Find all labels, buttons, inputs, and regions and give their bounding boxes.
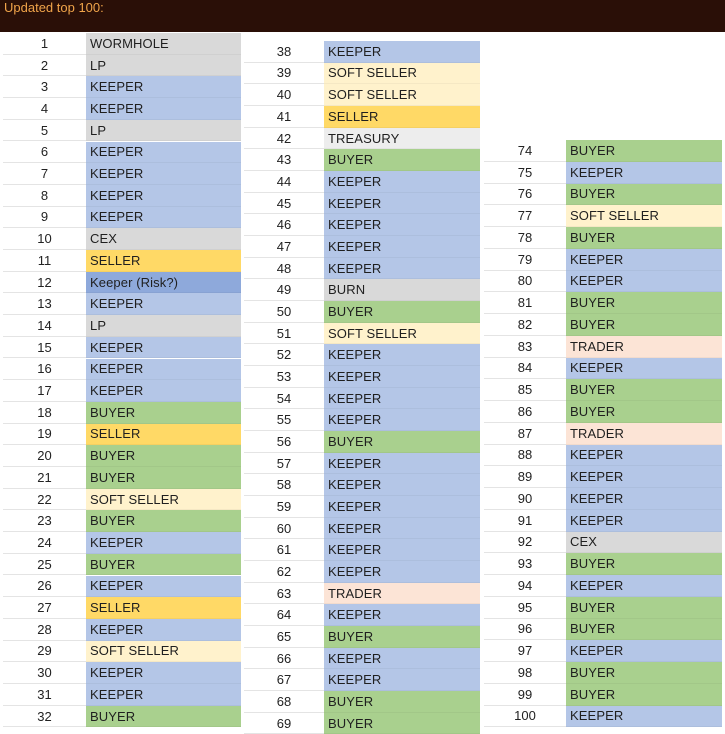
holders-table-74-100: [484, 140, 722, 727]
holder-row: [3, 489, 241, 511]
holder-category: BUYER: [324, 713, 480, 734]
holder-category: KEEPER: [86, 662, 241, 684]
holder-category: BUYER: [566, 401, 722, 423]
rank-number: 25: [3, 554, 86, 576]
holder-row: [244, 323, 480, 345]
rank-number: 39: [244, 63, 324, 85]
holder-category: SELLER: [86, 250, 241, 272]
rank-number: 2: [3, 55, 86, 77]
holder-row: [244, 366, 480, 388]
holder-row: [244, 691, 480, 713]
rank-number: 19: [3, 424, 86, 446]
holder-category: KEEPER: [566, 249, 722, 271]
holder-category: TREASURY: [324, 128, 480, 150]
holder-row: [244, 518, 480, 540]
holder-category: BUYER: [86, 402, 241, 424]
holder-category: BUYER: [566, 619, 722, 641]
rank-number: 31: [3, 684, 86, 706]
holder-row: [484, 227, 722, 249]
holder-category: KEEPER: [86, 380, 241, 402]
holder-category: KEEPER: [324, 214, 480, 236]
rank-number: 86: [484, 401, 566, 423]
holder-row: [3, 33, 241, 55]
holder-category: BUYER: [324, 431, 480, 453]
rank-number: 84: [484, 358, 566, 380]
holder-category: KEEPER: [324, 648, 480, 670]
holder-category: BUYER: [566, 684, 722, 706]
holder-row: [484, 532, 722, 554]
holder-category: KEEPER: [324, 409, 480, 431]
rank-number: 1: [3, 33, 86, 55]
holder-row: [3, 510, 241, 532]
holder-category: BUYER: [324, 691, 480, 713]
rank-number: 48: [244, 258, 324, 280]
rank-number: 16: [3, 359, 86, 381]
header-title: Updated top 100:: [4, 0, 104, 15]
rank-number: 75: [484, 162, 566, 184]
holder-row: [244, 583, 480, 605]
holder-category: KEEPER: [324, 366, 480, 388]
rank-number: 92: [484, 532, 566, 554]
holder-category: TRADER: [324, 583, 480, 605]
holder-row: [484, 292, 722, 314]
rank-number: 3: [3, 76, 86, 98]
holder-row: [3, 337, 241, 359]
holder-category: SOFT SELLER: [86, 489, 241, 511]
rank-number: 88: [484, 445, 566, 467]
holder-row: [244, 388, 480, 410]
rank-number: 61: [244, 539, 324, 561]
rank-number: 82: [484, 314, 566, 336]
rank-number: 6: [3, 142, 86, 164]
holder-row: [244, 214, 480, 236]
holder-row: [244, 626, 480, 648]
holder-category: KEEPER: [324, 669, 480, 691]
holder-row: [3, 597, 241, 619]
holder-category: SOFT SELLER: [324, 63, 480, 85]
holder-category: CEX: [86, 228, 241, 250]
holder-row: [244, 171, 480, 193]
holder-category: KEEPER: [566, 445, 722, 467]
holder-category: SELLER: [86, 597, 241, 619]
holder-row: [3, 207, 241, 229]
holder-row: [244, 301, 480, 323]
holder-category: LP: [86, 120, 241, 142]
holder-category: SELLER: [324, 106, 480, 128]
holder-row: [3, 662, 241, 684]
rank-number: 65: [244, 626, 324, 648]
rank-number: 13: [3, 293, 86, 315]
rank-number: 38: [244, 41, 324, 63]
holder-row: [244, 669, 480, 691]
rank-number: 24: [3, 532, 86, 554]
holder-row: [484, 162, 722, 184]
holder-category: SELLER: [86, 424, 241, 446]
holder-row: [3, 228, 241, 250]
rank-number: 8: [3, 185, 86, 207]
holder-row: [244, 258, 480, 280]
holder-row: [3, 424, 241, 446]
holder-row: [3, 402, 241, 424]
rank-number: 78: [484, 227, 566, 249]
holder-category: BURN: [324, 279, 480, 301]
holder-row: [484, 706, 722, 728]
holder-category: KEEPER: [566, 706, 722, 728]
holder-row: [3, 554, 241, 576]
holder-category: CEX: [566, 532, 722, 554]
rank-number: 46: [244, 214, 324, 236]
holder-category: SOFT SELLER: [324, 323, 480, 345]
holder-category: KEEPER: [324, 344, 480, 366]
holder-row: [484, 445, 722, 467]
holder-row: [3, 684, 241, 706]
holder-category: TRADER: [566, 336, 722, 358]
rank-number: 59: [244, 496, 324, 518]
holder-category: LP: [86, 55, 241, 77]
rank-number: 17: [3, 380, 86, 402]
holder-row: [484, 662, 722, 684]
rank-number: 43: [244, 149, 324, 171]
rank-number: 66: [244, 648, 324, 670]
holder-row: [244, 496, 480, 518]
holder-row: [484, 510, 722, 532]
holder-category: KEEPER: [86, 576, 241, 598]
rank-number: 69: [244, 713, 324, 734]
holder-row: [244, 431, 480, 453]
holder-row: [484, 619, 722, 641]
holder-row: [484, 575, 722, 597]
rank-number: 97: [484, 640, 566, 662]
holder-category: SOFT SELLER: [566, 205, 722, 227]
holder-row: [3, 445, 241, 467]
holders-table-1-32: [3, 33, 241, 727]
holder-row: [3, 619, 241, 641]
holder-category: KEEPER: [324, 604, 480, 626]
header-bar: [0, 0, 725, 32]
holder-category: KEEPER: [86, 337, 241, 359]
rank-number: 49: [244, 279, 324, 301]
rank-number: 7: [3, 163, 86, 185]
holder-row: [244, 149, 480, 171]
holder-category: KEEPER: [566, 510, 722, 532]
holder-category: KEEPER: [324, 388, 480, 410]
holder-category: KEEPER: [566, 640, 722, 662]
holder-category: KEEPER: [86, 619, 241, 641]
holder-row: [484, 423, 722, 445]
holder-row: [3, 380, 241, 402]
rank-number: 11: [3, 250, 86, 272]
holder-row: [244, 41, 480, 63]
rank-number: 96: [484, 619, 566, 641]
holder-row: [244, 128, 480, 150]
holder-category: KEEPER: [324, 236, 480, 258]
rank-number: 14: [3, 315, 86, 337]
holder-row: [3, 185, 241, 207]
rank-number: 79: [484, 249, 566, 271]
holder-row: [484, 553, 722, 575]
holder-category: BUYER: [566, 227, 722, 249]
holder-row: [3, 142, 241, 164]
holder-row: [484, 140, 722, 162]
holder-category: KEEPER: [566, 162, 722, 184]
holder-row: [244, 63, 480, 85]
rank-number: 21: [3, 467, 86, 489]
holder-category: LP: [86, 315, 241, 337]
rank-number: 55: [244, 409, 324, 431]
holder-row: [244, 279, 480, 301]
holder-row: [3, 576, 241, 598]
holder-category: KEEPER: [324, 561, 480, 583]
rank-number: 95: [484, 597, 566, 619]
rank-number: 4: [3, 98, 86, 120]
rank-number: 53: [244, 366, 324, 388]
holder-category: SOFT SELLER: [324, 84, 480, 106]
rank-number: 64: [244, 604, 324, 626]
holder-row: [3, 641, 241, 663]
holder-row: [484, 336, 722, 358]
holder-row: [3, 250, 241, 272]
rank-number: 87: [484, 423, 566, 445]
holder-category: BUYER: [566, 597, 722, 619]
rank-number: 52: [244, 344, 324, 366]
holder-category: KEEPER: [566, 575, 722, 597]
rank-number: 20: [3, 445, 86, 467]
holder-category: KEEPER: [86, 532, 241, 554]
holder-row: [244, 409, 480, 431]
holder-row: [244, 344, 480, 366]
holder-category: BUYER: [566, 140, 722, 162]
holder-row: [3, 532, 241, 554]
rank-number: 56: [244, 431, 324, 453]
rank-number: 83: [484, 336, 566, 358]
holder-row: [244, 84, 480, 106]
rank-number: 63: [244, 583, 324, 605]
holder-category: KEEPER: [86, 207, 241, 229]
holder-row: [244, 474, 480, 496]
holder-row: [3, 315, 241, 337]
rank-number: 45: [244, 193, 324, 215]
rank-number: 90: [484, 488, 566, 510]
rank-number: 9: [3, 207, 86, 229]
holder-category: BUYER: [566, 379, 722, 401]
rank-number: 40: [244, 84, 324, 106]
rank-number: 89: [484, 466, 566, 488]
holder-category: BUYER: [86, 554, 241, 576]
holder-category: BUYER: [566, 662, 722, 684]
holder-category: BUYER: [566, 314, 722, 336]
holder-row: [244, 604, 480, 626]
holder-row: [484, 249, 722, 271]
rank-number: 51: [244, 323, 324, 345]
holder-row: [484, 205, 722, 227]
holder-row: [244, 106, 480, 128]
holder-category: BUYER: [566, 292, 722, 314]
rank-number: 68: [244, 691, 324, 713]
holder-row: [484, 314, 722, 336]
holder-row: [484, 379, 722, 401]
rank-number: 12: [3, 272, 86, 294]
rank-number: 10: [3, 228, 86, 250]
holder-category: SOFT SELLER: [86, 641, 241, 663]
rank-number: 22: [3, 489, 86, 511]
holder-category: KEEPER: [566, 466, 722, 488]
holder-row: [3, 272, 241, 294]
rank-number: 93: [484, 553, 566, 575]
holder-row: [3, 706, 241, 728]
holder-row: [484, 597, 722, 619]
holder-category: BUYER: [324, 301, 480, 323]
holder-row: [244, 561, 480, 583]
holder-row: [484, 358, 722, 380]
rank-number: 58: [244, 474, 324, 496]
holder-row: [484, 271, 722, 293]
rank-number: 100: [484, 706, 566, 728]
holder-row: [484, 466, 722, 488]
rank-number: 98: [484, 662, 566, 684]
holder-category: KEEPER: [324, 258, 480, 280]
holder-row: [484, 640, 722, 662]
rank-number: 32: [3, 706, 86, 728]
holder-row: [3, 98, 241, 120]
holder-category: KEEPER: [324, 496, 480, 518]
holder-row: [3, 76, 241, 98]
rank-number: 41: [244, 106, 324, 128]
holder-category: BUYER: [86, 706, 241, 728]
rank-number: 67: [244, 669, 324, 691]
holder-category: BUYER: [324, 149, 480, 171]
holder-category: KEEPER: [324, 539, 480, 561]
holder-category: KEEPER: [86, 163, 241, 185]
holder-category: KEEPER: [324, 474, 480, 496]
holder-category: KEEPER: [86, 142, 241, 164]
rank-number: 85: [484, 379, 566, 401]
holder-category: KEEPER: [86, 359, 241, 381]
holder-category: KEEPER: [566, 271, 722, 293]
holder-row: [3, 293, 241, 315]
holder-category: BUYER: [566, 553, 722, 575]
holder-row: [484, 401, 722, 423]
holder-row: [244, 193, 480, 215]
holder-row: [3, 120, 241, 142]
holder-category: KEEPER: [86, 98, 241, 120]
rank-number: 23: [3, 510, 86, 532]
rank-number: 44: [244, 171, 324, 193]
holder-category: KEEPER: [566, 358, 722, 380]
holder-row: [484, 488, 722, 510]
holder-category: Keeper (Risk?): [86, 272, 241, 294]
rank-number: 94: [484, 575, 566, 597]
rank-number: 54: [244, 388, 324, 410]
holder-row: [244, 713, 480, 734]
rank-number: 27: [3, 597, 86, 619]
holder-row: [244, 453, 480, 475]
holder-category: BUYER: [324, 626, 480, 648]
holder-row: [3, 359, 241, 381]
holder-category: KEEPER: [86, 76, 241, 98]
rank-number: 42: [244, 128, 324, 150]
rank-number: 18: [3, 402, 86, 424]
rank-number: 29: [3, 641, 86, 663]
rank-number: 74: [484, 140, 566, 162]
holder-category: KEEPER: [86, 684, 241, 706]
holder-category: KEEPER: [566, 488, 722, 510]
rank-number: 47: [244, 236, 324, 258]
holder-row: [3, 163, 241, 185]
holder-category: KEEPER: [324, 41, 480, 63]
rank-number: 91: [484, 510, 566, 532]
rank-number: 26: [3, 576, 86, 598]
rank-number: 15: [3, 337, 86, 359]
holder-category: KEEPER: [324, 518, 480, 540]
rank-number: 99: [484, 684, 566, 706]
rank-number: 28: [3, 619, 86, 641]
holder-category: BUYER: [86, 445, 241, 467]
holder-category: KEEPER: [86, 185, 241, 207]
holder-category: WORMHOLE: [86, 33, 241, 55]
holder-category: BUYER: [86, 467, 241, 489]
holder-category: KEEPER: [324, 171, 480, 193]
holders-table-38-69: [244, 41, 480, 734]
holder-row: [484, 684, 722, 706]
holder-category: BUYER: [566, 184, 722, 206]
rank-number: 81: [484, 292, 566, 314]
rank-number: 80: [484, 271, 566, 293]
holder-category: TRADER: [566, 423, 722, 445]
holder-category: KEEPER: [324, 453, 480, 475]
rank-number: 77: [484, 205, 566, 227]
holder-row: [244, 539, 480, 561]
holder-row: [244, 236, 480, 258]
rank-number: 50: [244, 301, 324, 323]
rank-number: 76: [484, 184, 566, 206]
holder-category: BUYER: [86, 510, 241, 532]
holder-row: [3, 55, 241, 77]
rank-number: 57: [244, 453, 324, 475]
holder-category: KEEPER: [324, 193, 480, 215]
rank-number: 60: [244, 518, 324, 540]
holder-row: [484, 184, 722, 206]
holder-row: [3, 467, 241, 489]
rank-number: 5: [3, 120, 86, 142]
holder-category: KEEPER: [86, 293, 241, 315]
rank-number: 30: [3, 662, 86, 684]
rank-number: 62: [244, 561, 324, 583]
holder-row: [244, 648, 480, 670]
